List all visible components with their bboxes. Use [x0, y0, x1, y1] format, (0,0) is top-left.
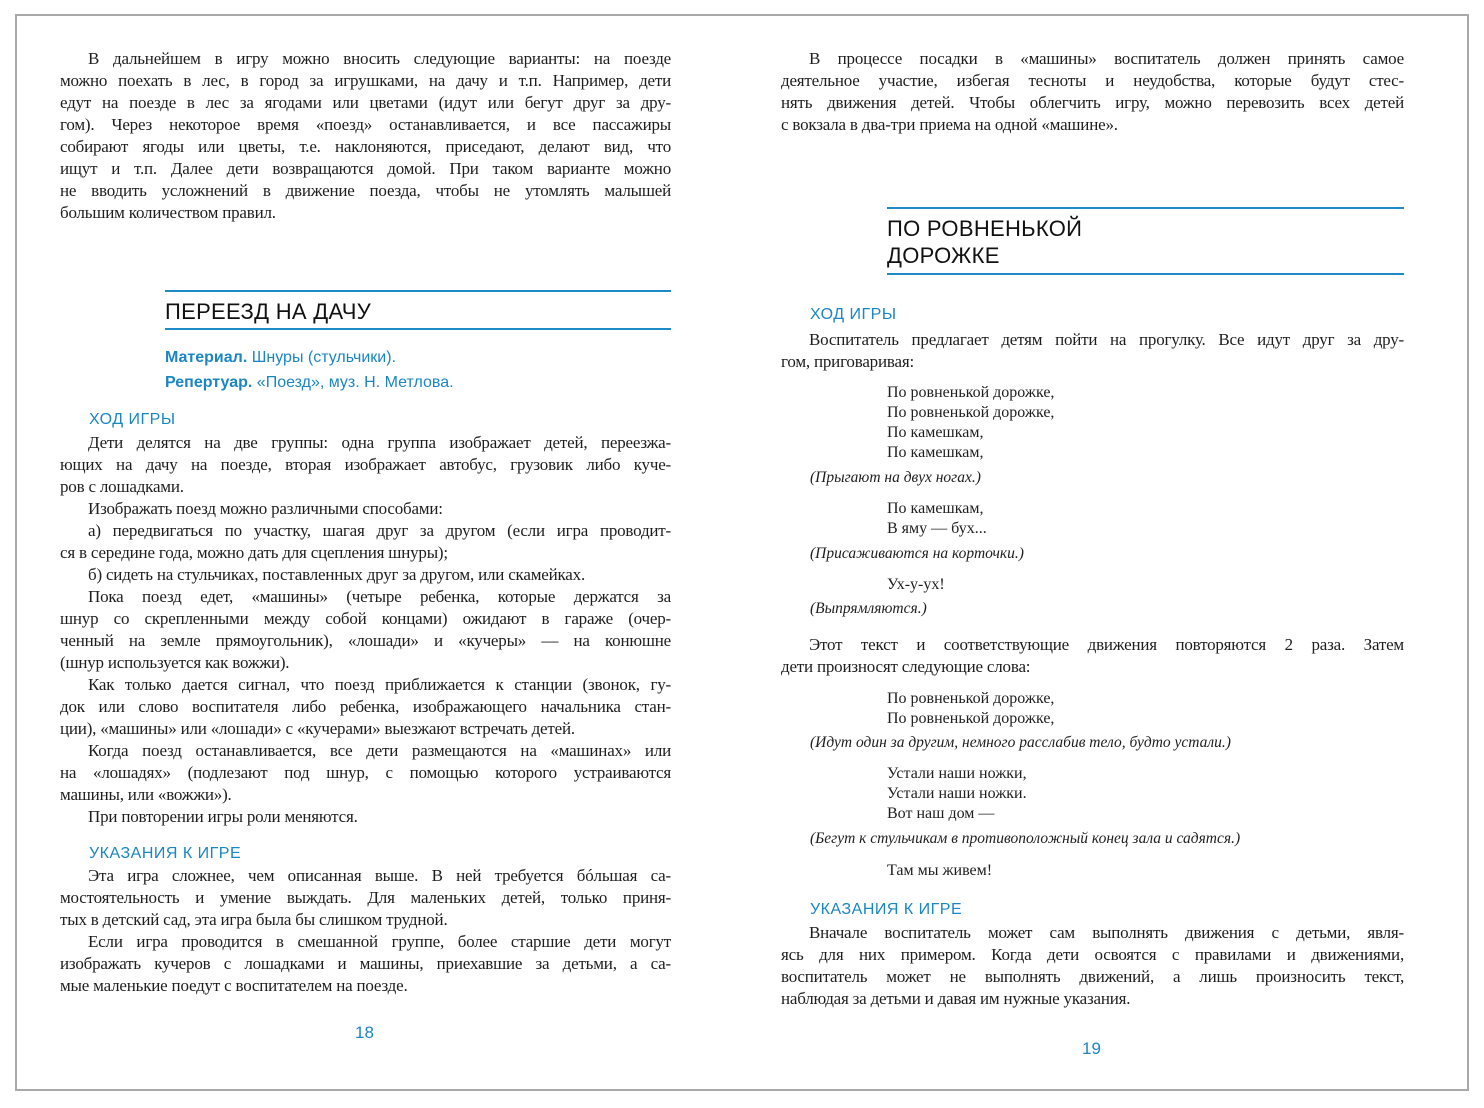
poem-line: Устали наши ножки, [887, 765, 1027, 782]
text-line: нять движения детей. Чтобы облегчить игру, можно перевозить всех детей [781, 93, 1404, 112]
poem-line: Устали наши ножки. [887, 785, 1027, 802]
tips-heading: УКАЗАНИЯ К ИГРЕ [89, 845, 242, 862]
poem-line: В яму — бух... [887, 520, 987, 537]
material-value: Шнуры (стульчики). [251, 349, 396, 366]
tips-heading: УКАЗАНИЯ К ИГРЕ [810, 901, 963, 918]
text-line: Этот текст и соответствующие движения повторяются 2 раза. Затем [809, 635, 1404, 654]
text-line: наблюдая за детьми и давая им нужные указания. [781, 989, 1131, 1008]
section-title-line-2: ДОРОЖКЕ [887, 243, 1000, 268]
page-number: 18 [355, 1023, 374, 1042]
poem-line: Там мы живем! [887, 862, 993, 879]
text-line: Если игра проводится в смешанной группе, более старшие дети могут [88, 932, 671, 951]
text-line: Как только дается сигнал, что поезд приближается к станции (звонок, гу- [88, 675, 671, 694]
poem-line: Вот наш дом — [887, 805, 995, 822]
paragraph [60, 432, 671, 498]
text-line: гом, приговаривая: [781, 352, 914, 371]
text-line: шнур со скрепленными между собой концами) ожидают в гараже (очер- [60, 609, 671, 628]
text-line: Дети делятся на две группы: одна группа изображает детей, переезжа- [88, 433, 671, 452]
paragraph [60, 806, 671, 828]
stage-direction: (Присаживаются на корточки.) [810, 545, 1024, 562]
text-line: изображать кучеров с лошадками и машины, приехавшие за детьми, а са- [60, 954, 671, 973]
text-line: ющих на дачу на поезде, вторая изображает автобус, грузовик либо куче- [60, 455, 671, 474]
poem-stanza [887, 499, 987, 539]
text-line: Эта игра сложнее, чем описанная выше. В ней требуется бóльшая са- [88, 866, 671, 885]
text-line: можно поехать в лес, в город за игрушками, на дачу и т.п. Например, дети [60, 71, 671, 90]
poem-line: По ровненькой дорожке, [887, 384, 1055, 401]
text-line: большим количеством правил. [60, 203, 276, 222]
material-block [165, 345, 671, 395]
tips-text [60, 865, 671, 997]
section-title-line-1: ПО РОВНЕНЬКОЙ [887, 216, 1083, 241]
repertoire-line [165, 370, 671, 395]
text-line: ров с лошадками. [60, 477, 184, 496]
intro-paragraph [60, 48, 671, 224]
text-line: тых в детский сад, эта игра была бы слишком трудной. [60, 910, 448, 929]
tips-text [781, 922, 1404, 1010]
poem-line: По камешкам, [887, 500, 984, 517]
text-line: ся в середине года, можно дать для сцепления шнуры); [60, 543, 448, 562]
stage-direction: (Бегут к стульчикам в противоположный конец зала и садятся.) [810, 830, 1241, 847]
text-line: ченный на земле прямоугольник), «лошади» и «кучеры» — на конюшне [60, 631, 671, 650]
stage-direction: (Прыгают на двух ногах.) [810, 469, 981, 486]
material-line [165, 345, 671, 370]
text-line: а) передвигаться по участку, шагая друг за другом (если игра проводит- [88, 521, 671, 540]
text-line: б) сидеть на стульчиках, поставленных друг за другом, или скамейках. [88, 565, 585, 584]
text-line: деятельное участие, избегая тесноты и неудобства, которые будут стес- [781, 71, 1404, 90]
text-line: док или слово воспитателя либо ребенка, изображающего начальника стан- [60, 697, 671, 716]
text-line: (шнур используется как вожжи). [60, 653, 290, 672]
text-line: с вокзала в два-три приема на одной «машине». [781, 115, 1118, 134]
poem-stanza [887, 383, 1054, 463]
paragraph [60, 740, 671, 806]
paragraph [60, 586, 671, 674]
stage-direction: (Выпрямляются.) [810, 600, 927, 617]
course-intro [781, 329, 1404, 373]
text-line: воспитатель может не выполнять движений, а лишь произносить текст, [781, 967, 1404, 986]
material-label: Материал. [165, 349, 248, 366]
text-line: мостоятельность и умение выждать. Для маленьких детей, только приня- [60, 888, 671, 907]
poem-stanza [887, 764, 1027, 824]
poem-line: По ровненькой дорожке, [887, 690, 1055, 707]
course-text [60, 432, 671, 828]
text-line: В дальнейшем в игру можно вносить следующие варианты: на поезде [88, 49, 671, 68]
text-line: В процессе посадки в «машины» воспитатель должен принять самое [809, 49, 1404, 68]
poem-line: По ровненькой дорожке, [887, 404, 1055, 421]
text-line: мые маленькие поедут с воспитателем на поезде. [60, 976, 408, 995]
paragraph [60, 674, 671, 740]
poem-line: По камешкам, [887, 424, 984, 441]
poem-line: По камешкам, [887, 444, 984, 461]
text-line: Когда поезд останавливается, все дети размещаются на «машинах» или [88, 741, 671, 760]
right-page [781, 48, 1404, 1059]
paragraph [60, 865, 671, 931]
course-heading: ХОД ИГРЫ [89, 411, 176, 428]
page-number: 19 [1082, 1039, 1101, 1058]
course-heading: ХОД ИГРЫ [810, 306, 897, 323]
repertoire-value: «Поезд», муз. Н. Метлова. [256, 374, 454, 391]
section-title [887, 207, 1404, 275]
text-line: едут на поезде в лес за ягодами или цветами (идут или бегут друг за дру- [60, 93, 671, 112]
text-line: собирают ягоды или цветы, т.е. наклоняются, приседают, делают вид, что [60, 137, 671, 156]
text-line: гом). Через некоторое время «поезд» останавливается, и все пассажиры [60, 115, 671, 134]
text-line: ищут и т.п. Далее дети возвращаются домой. При таком варианте можно [60, 159, 671, 178]
text-line: дети произносят следующие слова: [781, 657, 1031, 676]
poem-stanza [887, 861, 992, 881]
paragraph [60, 931, 671, 997]
text-line: ции), «машины» или «лошади» с «кучерами» выезжают встречать детей. [60, 719, 575, 738]
poem-line: По ровненькой дорожке, [887, 710, 1055, 727]
poem-stanza [887, 689, 1054, 729]
text-line: Пока поезд едет, «машины» (четыре ребенка, которые держатся за [88, 587, 671, 606]
repertoire-label: Репертуар. [165, 374, 253, 391]
left-page [60, 48, 671, 1043]
text-line: на «лошадях» (подлезают под шнур, с помощью которого устраиваются [60, 763, 671, 782]
text-line: При повторении игры роли меняются. [88, 807, 358, 826]
text-line: машины, или «вожжи»). [60, 785, 232, 804]
poem-stanza [887, 575, 945, 595]
paragraph [60, 564, 671, 586]
stage-direction: (Идут один за другим, немного расслабив тело, будто устали.) [810, 734, 1231, 751]
text-line: не вводить усложнений в движение поезда, чтобы не утомлять малышей [60, 181, 671, 200]
text-line: Изображать поезд можно различными способами: [88, 499, 443, 518]
paragraph [60, 498, 671, 520]
repeat-paragraph [781, 634, 1404, 678]
paragraph [60, 520, 671, 564]
poem-line: Ух-у-ух! [887, 576, 945, 593]
intro-paragraph [781, 48, 1404, 136]
section-title [165, 290, 671, 330]
text-line: ясь для них примером. Когда дети освоятся с правилами и движениями, [781, 945, 1404, 964]
text-line: Воспитатель предлагает детям пойти на прогулку. Все идут друг за дру- [809, 330, 1404, 349]
section-title-text: ПЕРЕЕЗД НА ДАЧУ [165, 299, 371, 324]
text-line: Вначале воспитатель может сам выполнять движения с детьми, явля- [809, 923, 1404, 942]
